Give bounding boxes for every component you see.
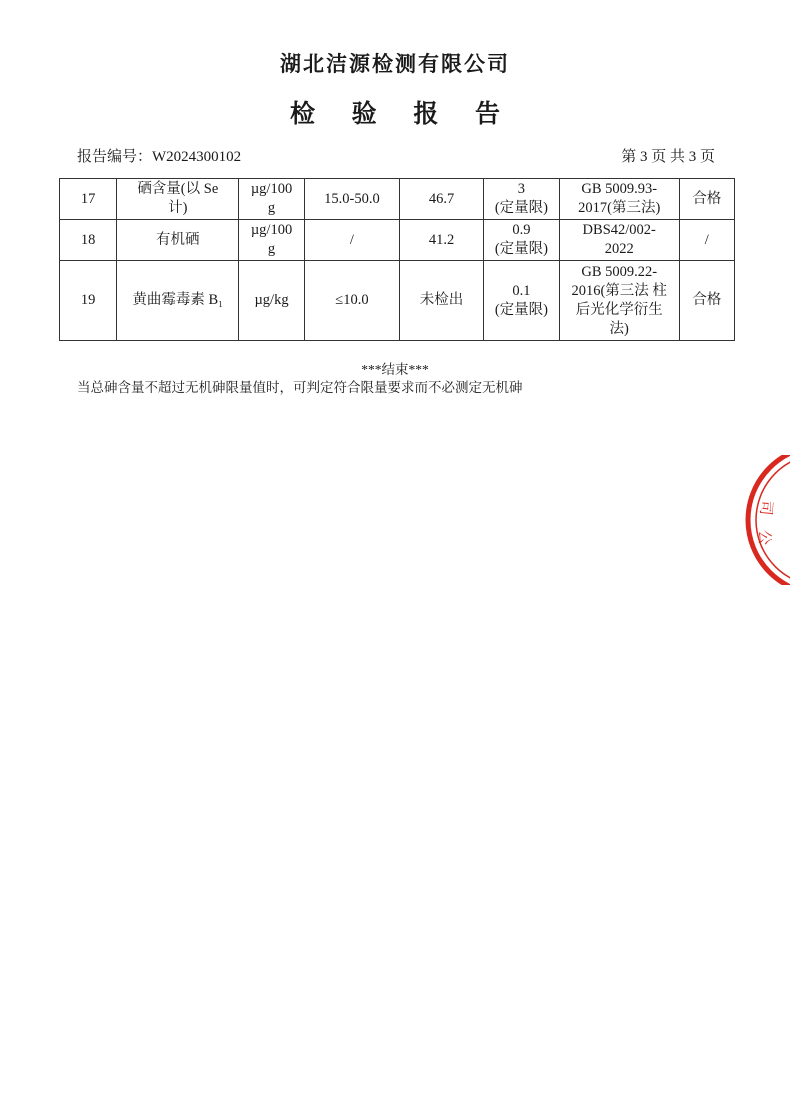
row-number: 17 <box>60 179 117 220</box>
test-result: 46.7 <box>400 179 484 220</box>
standard-value: 15.0-50.0 <box>304 179 399 220</box>
svg-text:司: 司 <box>756 499 776 517</box>
test-result: 41.2 <box>400 220 484 261</box>
footnote: 当总砷含量不超过无机砷限量值时，可判定符合限量要求而不必测定无机砷 <box>77 380 523 395</box>
verdict: / <box>679 220 734 261</box>
test-item: 黄曲霉毒素 B₁ <box>117 261 239 341</box>
test-item: 有机硒 <box>117 220 239 261</box>
test-result: 未检出 <box>400 261 484 341</box>
table-row <box>60 261 735 341</box>
end-marker: ***结束*** <box>361 362 429 377</box>
table-row <box>60 179 735 220</box>
company-name: 湖北洁源检测有限公司 <box>280 52 510 76</box>
inspection-table <box>59 178 735 341</box>
test-item: 硒含量(以 Se 计) <box>117 179 239 220</box>
detection-limit: 0.9 (定量限) <box>484 220 560 261</box>
unit: µg/100 g <box>239 220 305 261</box>
report-title: 检 验 报 告 <box>289 99 515 128</box>
table-row <box>60 220 735 261</box>
unit: µg/kg <box>239 261 305 341</box>
detection-limit: 0.1 (定量限) <box>484 261 560 341</box>
test-method: GB 5009.22- 2016(第三法 柱 后光化学衍生 法) <box>559 261 679 341</box>
seal-stamp-icon <box>740 455 790 585</box>
svg-text:公: 公 <box>756 530 774 546</box>
standard-value: ≤10.0 <box>304 261 399 341</box>
row-number: 19 <box>60 261 117 341</box>
report-number: 报告编号：W2024300102 <box>77 149 242 165</box>
test-method: DBS42/002- 2022 <box>559 220 679 261</box>
standard-value: / <box>304 220 399 261</box>
row-number: 18 <box>60 220 117 261</box>
detection-limit: 3 (定量限) <box>484 179 560 220</box>
test-method: GB 5009.93- 2017(第三法) <box>559 179 679 220</box>
page-indicator: 第 3 页 共 3 页 <box>621 149 715 165</box>
verdict: 合格 <box>679 179 734 220</box>
unit: µg/100 g <box>239 179 305 220</box>
verdict: 合格 <box>679 261 734 341</box>
